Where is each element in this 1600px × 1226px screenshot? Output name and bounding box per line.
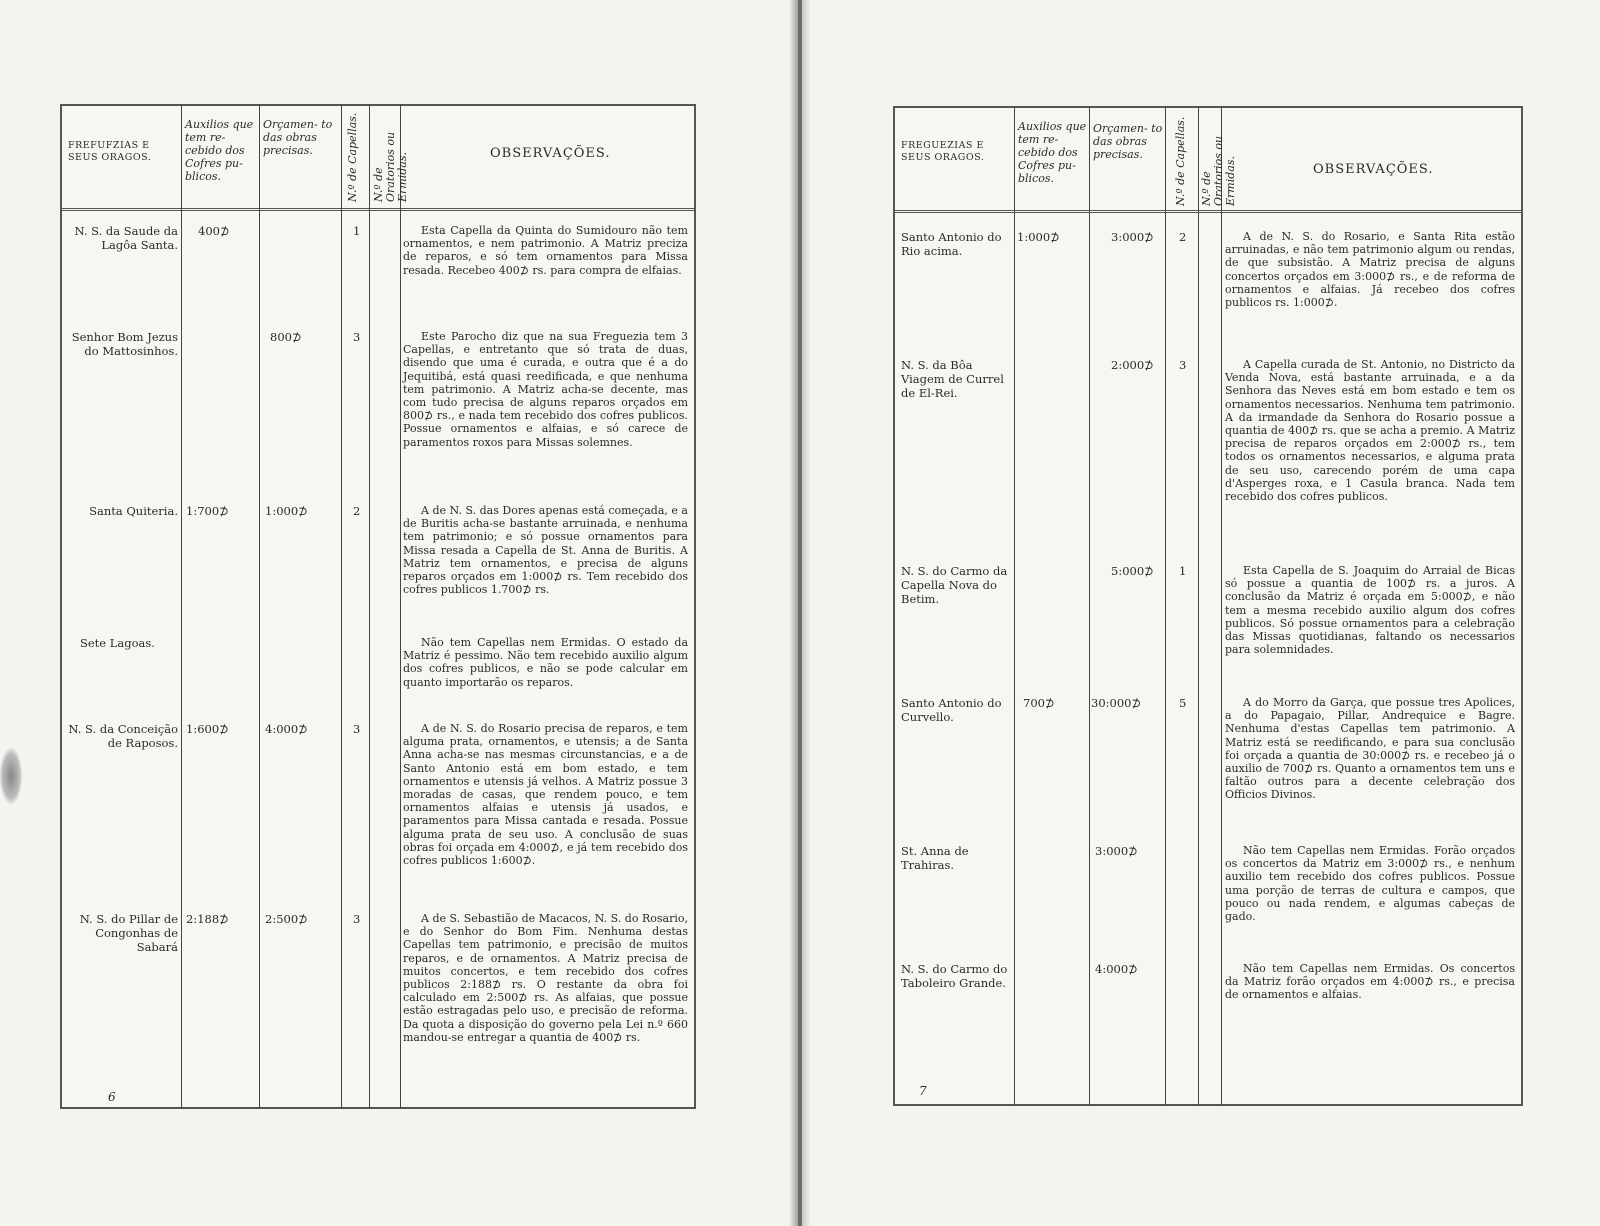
observacao-text: Esta Capella de S. Joaquim do Arraial de Bicas só possue a quantia de 100⊅ rs. a juros. A conclusão da Matriz é orçada em 5:000⊅, e não tem a mesma recebido auxilio algum dos cofres publicos. Só possue ornamentos para a celebração das Missas quotidianas, faltando os necessarios para solemnidades. <box>1225 564 1515 657</box>
auxilios-value: 1:700⊅ <box>186 504 229 518</box>
capellas-value: 1 <box>353 224 361 238</box>
orcamento-value: 2:000⊅ <box>1111 358 1154 372</box>
auxilios-value: 1:000⊅ <box>1017 230 1060 244</box>
parish-name: Senhor Bom Jezus do Mattosinhos. <box>71 330 178 358</box>
right-col-divider <box>1165 106 1166 1106</box>
observacao-text: Não tem Capellas nem Ermidas. O estado da Matriz é pessimo. Não tem recebido auxilio algum dos cofres publicos, e não se pode calcular em quanto importarão os reparos. <box>403 636 688 689</box>
page-smudge <box>0 748 22 804</box>
gutter-fold <box>798 0 802 1226</box>
observacao-text: Não tem Capellas nem Ermidas. Os concertos da Matriz forão orçados em 4:000⊅ rs., e precisa de ornamentos e alfaias. <box>1225 962 1515 1002</box>
left-col-divider <box>341 104 342 1109</box>
left-col-divider <box>369 104 370 1109</box>
observacao-text: Não tem Capellas nem Ermidas. Forão orçados os concertos da Matriz em 3:000⊅ rs., e nenhum auxilio tem recebido dos cofres publicos. Possue uma porção de terras de cultura e campos, que pouco ou nada rendem, e algumas cabeças de gado. <box>1225 844 1515 924</box>
orcamento-value: 4:000⊅ <box>265 722 308 736</box>
observacao-text: A de N. S. das Dores apenas está começada, e a de Buritis acha-se bastante arruinada, e nenhuma tem patrimonio; e só possue ornamentos para Missa resada a Capella de St. Anna de Buritis. A Matriz tem ornamentos, e precisa de alguns reparos orçados em 1:000⊅ rs. Tem recebido dos cofres publicos 1.700⊅ rs. <box>403 504 688 597</box>
parish-name: N. S. do Pillar de Congonhas de Sabará <box>79 912 178 954</box>
observacao-text: A do Morro da Garça, que possue tres Apolices, a do Papagaio, Pillar, Andrequice e Bagre. Nenhuma d'estas Capellas tem patrimonio. A Matriz está se reedificando, e para sua conclusão foi orçada a quantia de 30:000⊅ rs. e recebeo já o auxilio de 700⊅ rs. Quanto a ornamentos tem uns e faltão outros para a decente celebração dos Officios Divinos. <box>1225 696 1515 802</box>
observacao-text: A de N. S. do Rosario, e Santa Rita estão arruinadas, e não tem patrimonio algum ou rendas, de que subsistão. A Matriz precisa de alguns concertos orçados em 3:000⊅ rs., e de reforma de ornamentos e alfaias. Já recebeo dos cofres publicos rs. 1:000⊅. <box>1225 230 1515 310</box>
parish-name: N. S. da Conceição de Raposos. <box>68 722 178 750</box>
orcamento-value: 1:000⊅ <box>265 504 308 518</box>
orcamento-value: 30:000⊅ <box>1091 696 1142 710</box>
capellas-value: 3 <box>353 330 361 344</box>
auxilios-value: 1:600⊅ <box>186 722 229 736</box>
capellas-value: 1 <box>1179 564 1187 578</box>
observacao-text: A de N. S. do Rosario precisa de reparos, e tem alguma prata, ornamentos, e utensis; a de Santa Anna acha-se nas mesmas circunstancias, e a de Santo Antonio está em bom estado, e tem ornamentos e utensis já velhos. A Matriz possue 3 moradas de casas, que rendem pouco, e tem ornamentos alfaias e utensis já usados, e paramentos para Missa cantada e resada. Possue alguma prata de seu uso. A conclusão de suas obras foi orçada em 4:000⊅, e já tem recebido dos cofres publicos 1:600⊅. <box>403 722 688 868</box>
auxilios-value: 700⊅ <box>1023 696 1055 710</box>
header-freguezias: FREGUEZIAS E SEUS ORAGOS. <box>901 140 985 163</box>
header-freguezias: FREFUFZIAS E SEUS ORAGOS. <box>68 140 152 163</box>
parish-name: N. S. do Carmo da Capella Nova do Betim. <box>901 564 1008 606</box>
header-oratorios: N.º de Oratorios ou Ermidas. <box>372 131 409 202</box>
capellas-value: 3 <box>353 722 361 736</box>
right-col-divider <box>1089 106 1090 1106</box>
capellas-value: 3 <box>1179 358 1187 372</box>
orcamento-value: 800⊅ <box>270 330 302 344</box>
right-col-divider <box>1198 106 1199 1106</box>
header-capellas: N.º de Capellas. <box>346 112 359 202</box>
auxilios-value: 2:188⊅ <box>186 912 229 926</box>
header-orcamento: Orçamen- to das obras precisas. <box>1093 122 1163 161</box>
orcamento-value: 4:000⊅ <box>1095 962 1138 976</box>
header-orcamento: Orçamen- to das obras precisas. <box>263 118 333 157</box>
header-oratorios: N.º de Oratorios ou Ermidas. <box>1200 135 1237 206</box>
header-observacoes: OBSERVAÇÕES. <box>490 146 611 161</box>
right-col-divider <box>1221 106 1222 1106</box>
parish-name: Santo Antonio do Curvello. <box>901 696 1002 724</box>
observacao-text: A de S. Sebastião de Macacos, N. S. do Rosario, e do Senhor do Bom Fim. Nenhuma destas Capellas tem patrimonio, e precisão de muitos reparos, e de ornamentos. A Matriz precisa de muitos concertos, e tem recebido dos cofres publicos 2:188⊅ rs. O restante da obra foi calculado em 2:500⊅ rs. As alfaias, que possue estão estragadas pelo uso, e precisão de reforma. Da quota a disposição do governo pela Lei n.º 660 mandou-se entregar a quantia de 400⊅ rs. <box>403 912 688 1044</box>
page-number: 7 <box>919 1084 927 1098</box>
parish-name: N. S. da Bôa Viagem de Currel de El-Rei. <box>901 358 1004 400</box>
left-col-divider <box>181 104 182 1109</box>
parish-name: Sete Lagoas. <box>80 636 155 650</box>
left-page <box>60 104 696 1109</box>
orcamento-value: 5:000⊅ <box>1111 564 1154 578</box>
orcamento-value: 2:500⊅ <box>265 912 308 926</box>
auxilios-value: 400⊅ <box>198 224 230 238</box>
orcamento-value: 3:000⊅ <box>1095 844 1138 858</box>
parish-name: N. S. da Saude da Lagôa Santa. <box>74 224 178 252</box>
parish-name: St. Anna de Trahiras. <box>901 844 969 872</box>
capellas-value: 5 <box>1179 696 1187 710</box>
capellas-value: 2 <box>1179 230 1187 244</box>
parish-name: N. S. do Carmo do Taboleiro Grande. <box>901 962 1008 990</box>
observacao-text: Esta Capella da Quinta do Sumidouro não tem ornamentos, e nem patrimonio. A Matriz preciza de reparos, e só tem ornamentos para Missa resada. Recebeo 400⊅ rs. para compra de elfaias. <box>403 224 688 277</box>
observacao-text: Este Parocho diz que na sua Freguezia tem 3 Capellas, e entretanto que só trata de duas, disendo que uma é curada, e outra que é a do Jequitibá, está quasi reedificada, e que nenhuma tem patrimonio. A Matriz acha-se decente, mas com tudo precisa de alguns reparos orçados em 800⊅ rs., e nada tem recebido dos cofres publicos. Possue ornamentos e alfaias, e só carece de paramentos roxos para Missas solemnes. <box>403 330 688 449</box>
observacao-text: A Capella curada de St. Antonio, no Districto da Venda Nova, está bastante arruinada, e a da Senhora das Neves está em bom estado e tem os ornamentos necessarios. Nenhuma tem patrimonio. A da irmandade da Senhora do Rosario possue a quantia de 400⊅ rs. que se acha a premio. A Matriz precisa de reparos orçados em 2:000⊅ rs., tem todos os ornamentos necessarios, e alguma prata de seu uso, carecendo porém de uma capa d'Asperges roxa, e 1 Casula branca. Nada tem recebido dos cofres publicos. <box>1225 358 1515 504</box>
capellas-value: 3 <box>353 912 361 926</box>
header-observacoes: OBSERVAÇÕES. <box>1313 162 1434 177</box>
left-col-divider <box>259 104 260 1109</box>
header-auxilios: Auxilios que tem re- cebido dos Cofres pu- blicos. <box>1018 120 1087 185</box>
capellas-value: 2 <box>353 504 361 518</box>
header-capellas: N.º de Capellas. <box>1174 116 1187 206</box>
left-col-divider <box>400 104 401 1109</box>
right-page <box>893 106 1523 1106</box>
header-auxilios: Auxilios que tem re- cebido dos Cofres pu- blicos. <box>185 118 254 183</box>
parish-name: Santa Quiteria. <box>89 504 178 518</box>
orcamento-value: 3:000⊅ <box>1111 230 1154 244</box>
page-number: 6 <box>108 1090 116 1104</box>
right-col-divider <box>1014 106 1015 1106</box>
parish-name: Santo Antonio do Rio acima. <box>901 230 1002 258</box>
